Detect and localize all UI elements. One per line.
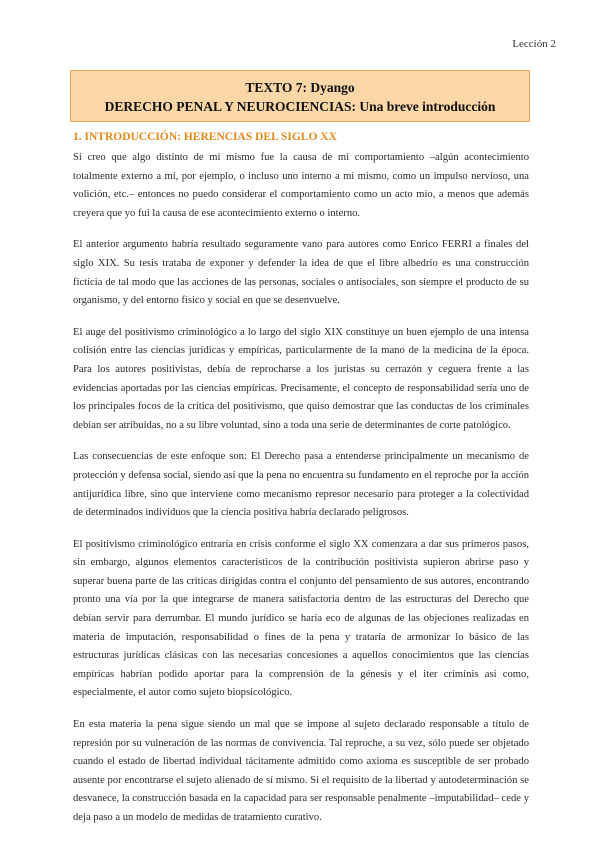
paragraph: El auge del positivismo criminológico a lo largo del siglo XIX constituye un buen ejemplo de una intensa colisión entre las ciencias jurídicas y empíricas, particularmente de la mano de la medicina de la época. Para los autores positivistas, debía de reprocharse a los juristas su cerrazón y ceguera frente a las evidencias aportadas por las ciencias empíricas. Precisamente, el concepto de responsabilidad sería uno de los principales focos de la crítica del positivismo, que quiso demostrar que las conductas de los criminales debían ser atribuidas, no a su libre voluntad, sino a toda una serie de determinantes de corte patológico. bbox=[73, 326, 529, 431]
title-box bbox=[70, 70, 530, 122]
lesson-label: Lección 2 bbox=[512, 38, 556, 50]
paragraph: En esta materia la pena sigue siendo un mal que se impone al sujeto declarado responsable a título de represión por su vulneración de las normas de convivencia. Tal reproche, a su vez, sólo puede ser objetado cuando el estado de libertad individual tácitamente admitido como axioma es susceptible de ser probado ausente por encontrarse el sujeto alienado de sí mismo. Si el requisito de la libertad y autodeterminación se desvanece, la construcción basada en la capacidad para ser responsable penalmente –imputabilidad– cede y deja paso a un modelo de medidas de tratamiento curativo. bbox=[73, 719, 529, 823]
document-title: TEXTO 7: Dyango bbox=[245, 80, 355, 95]
paragraph: Si creo que algo distinto de mí mismo fue la causa de mi comportamiento –algún acontecimiento totalmente externo a mí, por ejemplo, o incluso uno interno a mí mismo, como un impulso nervioso, una volición, etc.– entonces no puedo considerar el comportamiento como un acto mío, a menos que además creyera que yo fui la causa de ese acontecimiento externo o interno. bbox=[73, 152, 529, 219]
paragraph: El anterior argumento habría resultado seguramente vano para autores como Enrico FERRI a finales del siglo XIX. Su tesis trataba de exponer y defender la idea de que el libre albedrío es una construcción ficticia de tal modo que las acciones de las personas, sociales o antisociales, son siempre el producto de su organismo, y del entorno físico y social en que se desenvuelve. bbox=[73, 239, 529, 307]
paragraph: El positivismo criminológico entraría en crisis conforme el siglo XX comenzara a dar sus primeros pasos, sin embargo, algunos elementos característicos de la contribución positivista supieron abrirse paso y superar buena parte de las críticas dirigidas contra el conjunto del pensamiento de sus autores, encontrando pronto una vía por la que integrarse de manera satisfactoria dentro de las estructuras del Derecho que debían servir para derrumbar. El mundo jurídico se haría eco de algunas de las objeciones realizadas en materia de imputación, responsabilidad o fines de la pena y trataría de armonizar lo básico de las estructuras jurídicas clásicas con las necesarias concesiones a aquellos conocimientos que las ciencias empíricas habrían podido aportar para la comprensión de la génesis y el iter criminis así como, especialmente, el autor como sujeto biopsicológico. bbox=[73, 538, 529, 699]
body-text bbox=[73, 149, 529, 841]
section-heading: 1. INTRODUCCIÓN: HERENCIAS DEL SIGLO XX bbox=[73, 131, 337, 143]
document-subtitle: DERECHO PENAL Y NEUROCIENCIAS: Una breve introducción bbox=[104, 99, 496, 114]
paragraph: Las consecuencias de este enfoque son: El Derecho pasa a entenderse principalmente un mecanismo de protección y defensa social, siendo así que la pena no encuentra su fundamento en el reproche por la acción antijurídica libre, sino que interviene como mecanismo represor necesario para proteger a la colectividad de determinados individuos que la ciencia positiva habría declarado peligrosos. bbox=[73, 451, 529, 519]
